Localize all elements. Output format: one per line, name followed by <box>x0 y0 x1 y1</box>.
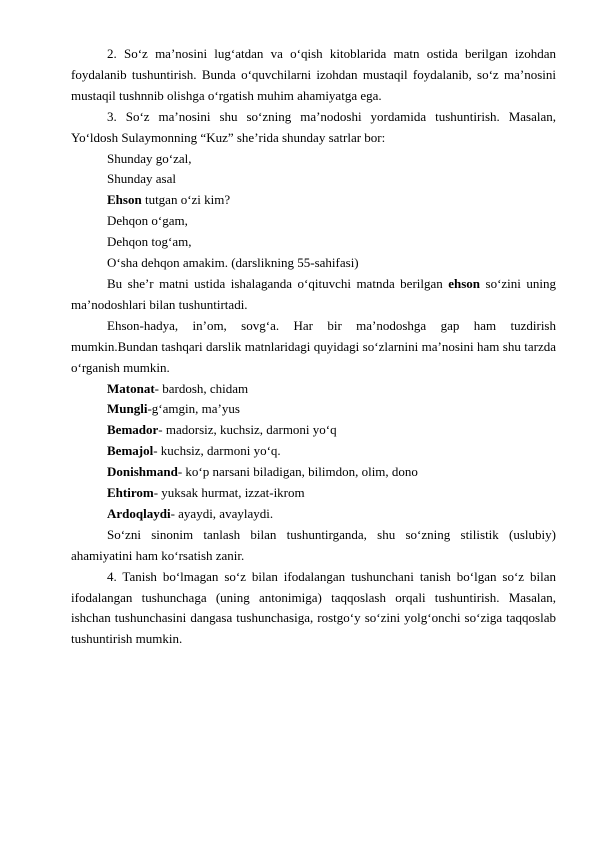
glossary-item <box>71 420 556 441</box>
glossary-definition: - bardosh, chidam <box>154 380 249 396</box>
poem-line-6: Oʻsha dehqon amakim. (darslikning 55-sahifasi) <box>107 255 359 271</box>
glossary-definition: - kuchsiz, darmoni yoʻq. <box>153 443 281 459</box>
paragraph-ehson <box>71 274 556 316</box>
poem-keyword: Ehson <box>107 192 142 208</box>
glossary-definition: - ayaydi, avaylaydi. <box>170 505 274 521</box>
paragraph-ehson-end: soʻzini uning ma’nodoshlari bilan tushuntirtadi. <box>71 275 556 312</box>
glossary-item <box>71 441 556 462</box>
paragraph-method-4: 4. Tanish boʻlmagan soʻz bilan ifodalangan tushunchani tanish boʻlgan soʻz bilan ifodalangan tushunchaga (uning antonimiga) taqqoslash orqali tushuntirish. Masalan, ishchan tushunchasini dangasa tushunchasiga, rostgoʻy soʻzini yolgʻonchi soʻziga taqqoslab tushuntirish mumkin. <box>71 568 556 647</box>
document-page <box>71 44 556 650</box>
glossary-item <box>71 379 556 400</box>
glossary-term: Matonat <box>107 380 155 396</box>
glossary-item <box>71 462 556 483</box>
poem-line-5: Dehqon togʻam, <box>107 234 192 250</box>
glossary-definition: - koʻp narsani biladigan, bilimdon, olim, dono <box>177 464 418 480</box>
paragraph-stylistic: Soʻzni sinonim tanlash bilan tushuntirganda, shu soʻzning stilistik (uslubiy) ahamiyatini ham koʻrsatish zanir. <box>71 526 556 563</box>
glossary-list <box>71 379 556 525</box>
poem-line-3-rest: tutgan oʻzi kim? <box>141 192 231 208</box>
paragraph-method-3: 3. Soʻz ma’nosini shu soʻzning ma’nodoshi yordamida tushuntirish. Masalan, Yoʻldosh Sulaymonning “Kuz” she’rida shunday satrlar bor: <box>71 108 556 145</box>
glossary-item <box>71 483 556 504</box>
glossary-term: Mungli <box>107 401 148 417</box>
poem-line-3 <box>71 190 556 211</box>
glossary-item <box>71 504 556 525</box>
glossary-term: Bemajol <box>107 443 154 459</box>
keyword-ehson: ehson <box>448 275 481 291</box>
paragraph-method-2: 2. Soʻz ma’nosini lugʻatdan va oʻqish kitoblarida matn ostida berilgan izohdan foydalanib tushuntirish. Bunda oʻquvchilarni izohdan mustaqil foydalanib, soʻz ma’nosini mustaqil tushnnib olishga oʻrgatish muhim ahamiyatga ega. <box>71 46 556 103</box>
paragraph-synonyms: Ehson-hadya, in’om, sovgʻa. Har bir ma’nodoshga gap ham tuzdirish mumkin.Bundan tashqari darslik matnlaridagi quyidagi soʻzlarnini ma’nosini ham shu tarzda oʻrganish mumkin. <box>71 317 556 375</box>
glossary-definition: - madorsiz, kuchsiz, darmoni yoʻq <box>158 422 337 438</box>
glossary-definition: - yuksak hurmat, izzat-ikrom <box>153 485 305 501</box>
poem-line-1: Shunday goʻzal, <box>107 150 192 166</box>
glossary-definition: -gʻamgin, ma’yus <box>147 401 240 417</box>
poem-line-4: Dehqon oʻgam, <box>107 213 188 229</box>
glossary-term: Bemador <box>107 422 159 438</box>
glossary-term: Ehtirom <box>107 485 154 501</box>
glossary-term: Donishmand <box>107 464 178 480</box>
glossary-item <box>71 399 556 420</box>
paragraph-ehson-start: Bu she’r matni ustida ishalaganda oʻqituvchi matnda berilgan <box>107 275 449 291</box>
glossary-term: Ardoqlaydi <box>107 505 171 521</box>
poem-line-2: Shunday asal <box>107 171 176 187</box>
